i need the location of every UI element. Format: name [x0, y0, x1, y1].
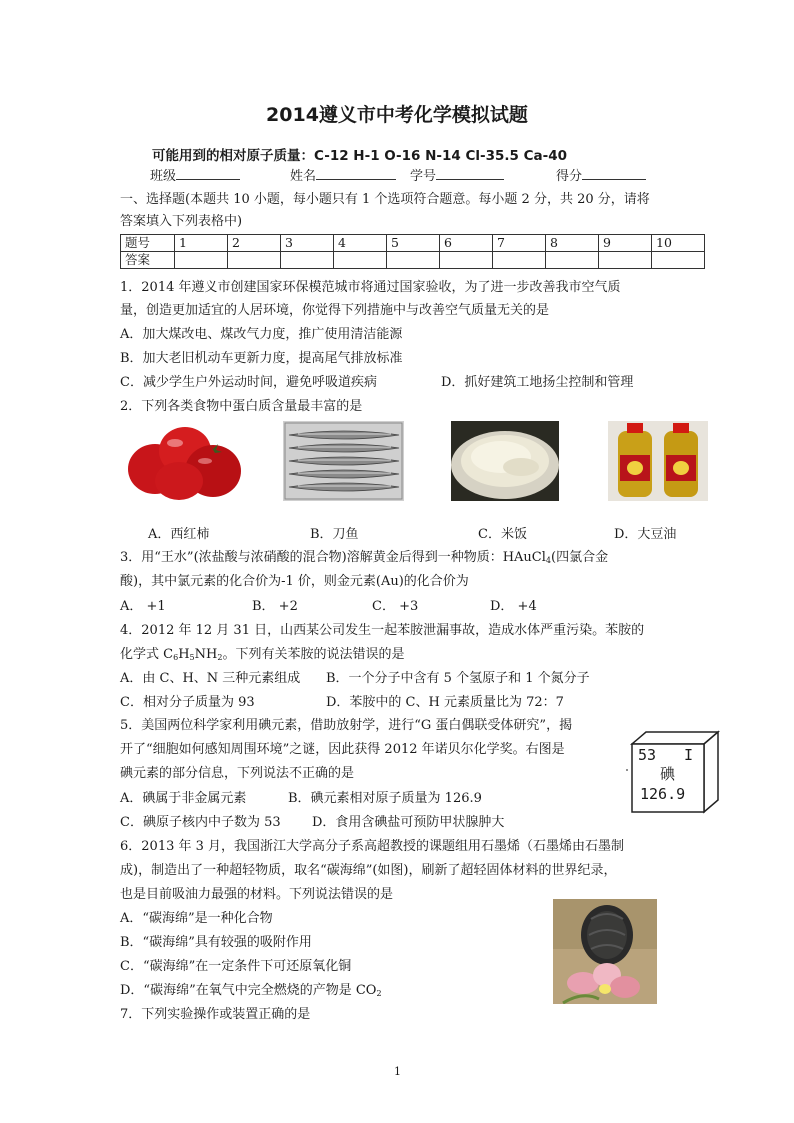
atomic-mass-line: 可能用到的相对原子质量：C-12 H-1 O-16 N-14 Cl-35.5 Ca-40 — [152, 148, 568, 164]
info-name: 姓名 — [290, 166, 396, 186]
table-cell: 8 — [546, 235, 599, 252]
q6-option-c: C．“碳海绵”在一定条件下可还原氧化铜 — [120, 959, 352, 974]
answer-cell-5[interactable] — [387, 252, 440, 269]
table-answer-label: 答案 — [121, 252, 175, 269]
answer-cell-7[interactable] — [493, 252, 546, 269]
q6-stem-1: 6．2013 年 3 月，我国浙江大学高分子系高超教授的课题组用石墨烯（石墨烯由石墨制 — [120, 839, 625, 854]
answer-cell-1[interactable] — [175, 252, 228, 269]
table-cell: 1 — [175, 235, 228, 252]
q3-option-c: C． +3 — [372, 599, 419, 614]
carbon-sponge-image — [553, 899, 657, 1004]
q4-stem-2: 化学式 $C_6H_5NH_2$。下列有关苯胺的说法错误的是 — [120, 647, 405, 662]
page-number: 1 — [394, 1065, 401, 1078]
fish-image — [283, 421, 404, 501]
answer-cell-6[interactable] — [440, 252, 493, 269]
table-cell: 10 — [652, 235, 705, 252]
page-title: 2014遵义市中考化学模拟试题 — [266, 104, 528, 126]
q6-option-d: D．“碳海绵”在氧气中完全燃烧的产物是 $CO_2$ — [120, 983, 382, 998]
q6-stem-2: 成)，制造出了一种超轻物质，取名“碳海绵”(如图)，刷新了超轻固体材料的世界纪录， — [120, 863, 617, 878]
answer-cell-3[interactable] — [281, 252, 334, 269]
q1-stem-1: 1．2014 年遵义市创建国家环保模范城市将通过国家验收，为了进一步改善我市空气质 — [120, 280, 621, 295]
q2-option-c: C．米饭 — [478, 527, 527, 542]
iodine-atomic-mass: 126.9 — [640, 785, 686, 803]
table-header-label: 题号 — [121, 235, 175, 252]
q5-option-c: C．碘原子核内中子数为 53 — [120, 815, 281, 830]
iodine-symbol: I — [684, 746, 694, 764]
soybean-oil-image — [608, 421, 708, 501]
table-cell: 3 — [281, 235, 334, 252]
q4-option-d: D．苯胺中的 C、H 元素质量比为 72：7 — [326, 695, 564, 710]
q1-option-c: C．减少学生户外运动时间，避免呼吸道疾病 — [120, 375, 377, 390]
iodine-atomic-number: 53 — [638, 746, 657, 764]
iodine-name: 碘 — [660, 765, 676, 783]
q2-stem: 2．下列各类食物中蛋白质含量最丰富的是 — [120, 399, 363, 414]
q5-option-a: A．碘属于非金属元素 — [120, 791, 247, 806]
answer-cell-2[interactable] — [228, 252, 281, 269]
q5-stem-2: 开了“细胞如何感知周围环境”之谜，因此获得 2012 年诺贝尔化学奖。右图是 — [120, 742, 565, 757]
section-instruction-1: 一、选择题(本题共 10 小题，每小题只有 1 个选项符合题意。每小题 2 分，共 20 分，请将 — [120, 192, 650, 207]
table-cell: 5 — [387, 235, 440, 252]
q3-option-d: D． +4 — [490, 599, 537, 614]
info-score: 得分 — [556, 166, 646, 186]
q3-option-b: B． +2 — [252, 599, 298, 614]
q1-stem-2: 量，创造更加适宜的人居环境，你觉得下列措施中与改善空气质量无关的是 — [120, 303, 550, 318]
q1-option-b: B．加大老旧机动车更新力度，提高尾气排放标准 — [120, 351, 403, 366]
q3-option-a: A． +1 — [120, 599, 166, 614]
q3-stem-2: 酸)，其中氯元素的化合价为-1 价，则金元素(Au)的化合价为 — [120, 574, 469, 589]
q4-option-c: C．相对分子质量为 93 — [120, 695, 255, 710]
tomato-image — [125, 421, 243, 501]
q5-stem-1: 5．美国两位科学家利用碘元素，借助放射学，进行“G 蛋白偶联受体研究”，揭 — [120, 718, 573, 733]
q7-stem: 7．下列实验操作或装置正确的是 — [120, 1007, 311, 1022]
q2-option-d: D．大豆油 — [614, 527, 677, 542]
table-cell: 7 — [493, 235, 546, 252]
iodine-element-card — [624, 730, 720, 814]
q5-stem-3: 碘元素的部分信息，下列说法不正确的是 — [120, 766, 355, 781]
q4-stem-1: 4．2012 年 12 月 31 日，山西某公司发生一起苯胺泄漏事故，造成水体严重污染。苯胺的 — [120, 623, 645, 638]
answer-table — [120, 234, 705, 269]
q1-option-d: D．抓好建筑工地扬尘控制和管理 — [441, 375, 634, 390]
table-cell: 2 — [228, 235, 281, 252]
table-cell: 4 — [334, 235, 387, 252]
q6-option-a: A．“碳海绵”是一种化合物 — [120, 911, 273, 926]
rice-image — [451, 421, 559, 501]
q3-stem-1: 3．用“王水”(浓盐酸与浓硝酸的混合物)溶解黄金后得到一种物质：HAuCl$_4$(四氯合金 — [120, 550, 609, 565]
q4-option-a: A．由 C、H、N 三种元素组成 — [120, 671, 301, 686]
q4-option-b: B．一个分子中含有 5 个氢原子和 1 个氮分子 — [326, 671, 590, 686]
q1-option-a: A．加大煤改电、煤改气力度，推广使用清洁能源 — [120, 327, 403, 342]
answer-cell-8[interactable] — [546, 252, 599, 269]
answer-cell-9[interactable] — [599, 252, 652, 269]
q5-option-d: D．食用含碘盐可预防甲状腺肿大 — [312, 815, 505, 830]
q6-option-b: B．“碳海绵”具有较强的吸附作用 — [120, 935, 312, 950]
q2-option-b: B．刀鱼 — [310, 527, 359, 542]
info-id: 学号 — [410, 166, 504, 186]
table-cell: 9 — [599, 235, 652, 252]
q6-stem-3: 也是目前吸油力最强的材料。下列说法错误的是 — [120, 887, 394, 902]
q5-option-b: B．碘元素相对原子质量为 126.9 — [288, 791, 482, 806]
info-class: 班级 — [150, 166, 240, 186]
q2-option-a: A．西红柿 — [148, 527, 210, 542]
answer-cell-4[interactable] — [334, 252, 387, 269]
answer-cell-10[interactable] — [652, 252, 705, 269]
table-cell: 6 — [440, 235, 493, 252]
section-instruction-2: 答案填入下列表格中) — [120, 214, 243, 229]
